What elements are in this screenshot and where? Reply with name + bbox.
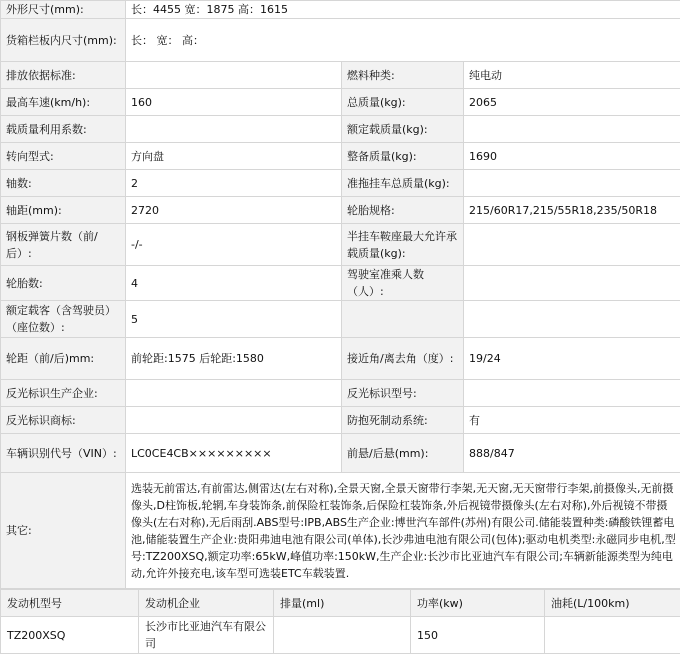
- engine-displacement: [274, 617, 411, 654]
- spec-label: 反光标识生产企业:: [1, 380, 126, 407]
- spec-value: [464, 224, 680, 266]
- spec-value: -/-: [126, 224, 342, 266]
- spec-label: 接近角/离去角（度）:: [342, 338, 464, 380]
- dimensions-value: 长：4455 宽：1875 高：1615: [126, 1, 680, 19]
- other-value: 选装无前雷达,有前雷达,侧雷达(左右对称),全景天窗,全景天窗带行李架,无天窗,无天窗带行李架,前摄像头,无前摄像头,D柱饰板,轮辋,车身装饰条,前保险杠装饰条,后保险杠装饰条,外后视镜带摄像头(左右对称),外后视镜不带摄像头(左右对称),无后雨刮.ABS型号:IPB,ABS生产企业:博世汽车部件(苏州)有限公司.储能装置种类:磷酸铁锂蓄电池,储能装置生产企业:贵阳弗迪电池有限公司(单体),长沙弗迪电池有限公司(包体);驱动电机类型:永磁同步电机,型号:TZ200XSQ,额定功率:65kW,峰值功率:150kW,生产企业:长沙市比亚迪汽车有限公司;车辆新能源类型为纯电动,允许外接充电,该车型可选装ETC车载装置.: [126, 473, 680, 589]
- spec-row: [1, 62, 680, 89]
- engine-header-maker: 发动机企业: [139, 590, 274, 617]
- spec-value: 前轮距:1575 后轮距:1580: [126, 338, 342, 380]
- spec-label: 载质量利用系数:: [1, 116, 126, 143]
- spec-row: [1, 301, 680, 338]
- spec-row: [1, 434, 680, 473]
- spec-row-dimensions: [1, 1, 680, 19]
- spec-label: 防抱死制动系统:: [342, 407, 464, 434]
- spec-label: 钢板弹簧片数（前/后）:: [1, 224, 126, 266]
- engine-table: [0, 589, 680, 654]
- spec-label: 额定载客（含驾驶员）（座位数）:: [1, 301, 126, 338]
- spec-label: 轮距（前/后)mm:: [1, 338, 126, 380]
- spec-label: 车辆识别代号（VIN）:: [1, 434, 126, 473]
- spec-value: 2720: [126, 197, 342, 224]
- spec-value: [464, 116, 680, 143]
- spec-row: [1, 338, 680, 380]
- spec-value: 2065: [464, 89, 680, 116]
- spec-row-cargo: [1, 19, 680, 62]
- spec-label: 轮胎数:: [1, 266, 126, 301]
- spec-value: [126, 407, 342, 434]
- spec-row-other: [1, 473, 680, 589]
- spec-label: [342, 301, 464, 338]
- engine-header-displacement: 排量(ml): [274, 590, 411, 617]
- spec-label: 轮胎规格:: [342, 197, 464, 224]
- spec-value: 有: [464, 407, 680, 434]
- spec-label: 整备质量(kg):: [342, 143, 464, 170]
- engine-fuel: [545, 617, 680, 654]
- spec-label: 轴数:: [1, 170, 126, 197]
- spec-value: LC0CE4CB×××××××××: [126, 434, 342, 473]
- dimensions-label: 外形尺寸(mm):: [1, 1, 126, 19]
- other-label: 其它:: [1, 473, 126, 589]
- spec-value: 纯电动: [464, 62, 680, 89]
- spec-value: 160: [126, 89, 342, 116]
- spec-value: [464, 170, 680, 197]
- spec-row: [1, 143, 680, 170]
- spec-value: 4: [126, 266, 342, 301]
- spec-row: [1, 407, 680, 434]
- engine-header-model: 发动机型号: [1, 590, 139, 617]
- spec-value: 1690: [464, 143, 680, 170]
- spec-value: 215/60R17,215/55R18,235/50R18: [464, 197, 680, 224]
- spec-value: [464, 266, 680, 301]
- spec-row: [1, 170, 680, 197]
- spec-row: [1, 224, 680, 266]
- engine-model: TZ200XSQ: [1, 617, 139, 654]
- spec-label: 最高车速(km/h):: [1, 89, 126, 116]
- spec-value: [126, 116, 342, 143]
- spec-label: 准拖挂车总质量(kg):: [342, 170, 464, 197]
- spec-label: 前悬/后悬(mm):: [342, 434, 464, 473]
- cargo-label: 货箱栏板内尺寸(mm):: [1, 19, 126, 62]
- engine-row: [1, 617, 680, 654]
- spec-label: 总质量(kg):: [342, 89, 464, 116]
- engine-header-fuel: 油耗(L/100km): [545, 590, 680, 617]
- spec-value: [464, 301, 680, 338]
- spec-row: [1, 266, 680, 301]
- spec-row: [1, 116, 680, 143]
- spec-value: [464, 380, 680, 407]
- cargo-value: 长： 宽： 高：: [126, 19, 680, 62]
- spec-value: 方向盘: [126, 143, 342, 170]
- spec-label: 燃料种类:: [342, 62, 464, 89]
- spec-row: [1, 380, 680, 407]
- spec-label: 反光标识型号:: [342, 380, 464, 407]
- spec-label: 驾驶室准乘人数（人）:: [342, 266, 464, 301]
- engine-header-power: 功率(kw): [411, 590, 545, 617]
- spec-value: [126, 62, 342, 89]
- spec-value: 5: [126, 301, 342, 338]
- spec-label: 反光标识商标:: [1, 407, 126, 434]
- spec-label: 额定载质量(kg):: [342, 116, 464, 143]
- spec-label: 轴距(mm):: [1, 197, 126, 224]
- engine-power: 150: [411, 617, 545, 654]
- spec-label: 半挂车鞍座最大允许承载质量(kg):: [342, 224, 464, 266]
- spec-value: 2: [126, 170, 342, 197]
- spec-row: [1, 197, 680, 224]
- engine-maker: 长沙市比亚迪汽车有限公司: [139, 617, 274, 654]
- spec-row: [1, 89, 680, 116]
- spec-label: 转向型式:: [1, 143, 126, 170]
- spec-label: 排放依据标准:: [1, 62, 126, 89]
- engine-header-row: [1, 590, 680, 617]
- spec-value: 19/24: [464, 338, 680, 380]
- spec-value: [126, 380, 342, 407]
- spec-value: 888/847: [464, 434, 680, 473]
